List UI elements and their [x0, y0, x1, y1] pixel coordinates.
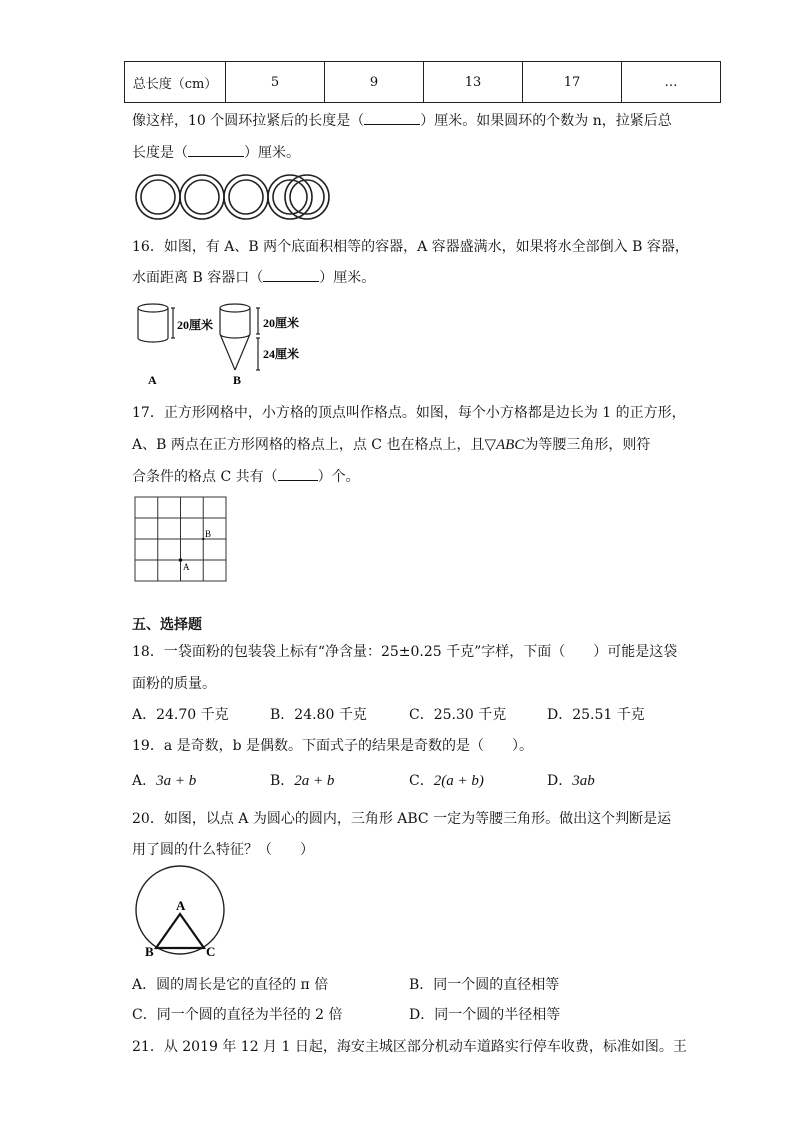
- length-table: [124, 61, 721, 103]
- option-letter: C．: [409, 773, 434, 789]
- q17-text-a: A、B 两点在正方形网格的格点上，点 C 也在格点上，且: [132, 437, 485, 453]
- answer-blank[interactable]: [188, 143, 244, 157]
- option-letter: B．: [270, 773, 295, 789]
- q18-line1: 18．一袋面粉的包装袋上标有“净含量：25±0.25 千克”字样，下面（ ）可能是这袋: [132, 644, 678, 660]
- triangle-symbol: ▽ABC: [484, 437, 525, 453]
- q19-option-b[interactable]: [270, 770, 334, 790]
- height-a-label: 20厘米: [177, 318, 214, 332]
- q19-line1: 19．a 是奇数，b 是偶数。下面式子的结果是奇数的是（ ）。: [132, 738, 534, 754]
- table-cell: …: [622, 62, 721, 103]
- q20-line2: 用了圆的什么特征？（ ）: [132, 842, 314, 858]
- circle-point-a-label: A: [176, 898, 186, 913]
- container-b-label: B: [233, 373, 242, 387]
- q16-text-a: 水面距离 B 容器口（: [132, 270, 264, 286]
- table-cell: 5: [226, 62, 325, 103]
- q18-option-b[interactable]: B．24.80 千克: [270, 707, 367, 723]
- table-cell: 13: [424, 62, 523, 103]
- q17-text-b: 为等腰三角形，则符: [524, 437, 651, 453]
- q19-option-d[interactable]: [547, 770, 595, 790]
- q20-option-a[interactable]: A．圆的周长是它的直径的 π 倍: [132, 977, 329, 993]
- q20-option-b[interactable]: B．同一个圆的直径相等: [409, 977, 560, 993]
- option-expr: 2(a + b): [433, 773, 484, 789]
- q15-text-d: ）厘米。: [244, 145, 300, 161]
- point-b-label: B: [205, 529, 212, 539]
- q18-option-c[interactable]: C．25.30 千克: [409, 707, 507, 723]
- q16-line2: [132, 267, 375, 287]
- q18-option-a[interactable]: A．24.70 千克: [132, 707, 229, 723]
- container-a-label: A: [148, 373, 157, 387]
- q20-option-c[interactable]: C．同一个圆的直径为半径的 2 倍: [132, 1007, 343, 1023]
- answer-blank[interactable]: [263, 268, 319, 282]
- q17-text-c: 合条件的格点 C 共有（: [132, 469, 278, 485]
- height-b-top-label: 20厘米: [263, 316, 300, 330]
- q17-text-d: ）个。: [317, 469, 360, 485]
- containers-figure: [128, 298, 328, 390]
- q20-option-d[interactable]: D．同一个圆的半径相等: [409, 1007, 561, 1023]
- q15-text-a: 像这样，10 个圆环拉紧后的长度是（: [132, 113, 365, 129]
- answer-blank[interactable]: [278, 467, 318, 481]
- point-a-label: A: [183, 562, 190, 572]
- q15-text-b: ）厘米。如果圆环的个数为 n，拉紧后总: [420, 113, 672, 129]
- option-letter: A．: [132, 773, 157, 789]
- answer-blank[interactable]: [364, 111, 420, 125]
- q17-line1: 17．正方形网格中，小方格的顶点叫作格点。如图，每个小方格都是边长为 1 的正方形，: [132, 405, 686, 421]
- q16-text-b: ）厘米。: [319, 270, 376, 286]
- rings-figure: [132, 172, 332, 222]
- option-expr: 2a + b: [294, 773, 335, 789]
- q19-option-c[interactable]: [409, 770, 484, 790]
- q17-line2: [132, 434, 650, 454]
- table-cell: 9: [325, 62, 424, 103]
- q18-option-d[interactable]: D．25.51 千克: [547, 707, 645, 723]
- q16-line1: 16．如图，有 A、B 两个底面积相等的容器，A 容器盛满水，如果将水全部倒入 B 容器，: [132, 239, 689, 255]
- q18-line2: 面粉的质量。: [132, 676, 216, 692]
- height-b-cone-label: 24厘米: [263, 347, 300, 361]
- option-expr: 3ab: [572, 773, 595, 789]
- q15-line2: [132, 142, 300, 162]
- q15-text-c: 长度是（: [132, 145, 188, 161]
- grid-figure: [134, 496, 230, 584]
- q20-line1: 20．如图，以点 A 为圆心的圆内，三角形 ABC 一定为等腰三角形。做出这个判断是运: [132, 811, 672, 827]
- q21-line1: 21．从 2019 年 12 月 1 日起，海安主城区部分机动车道路实行停车收费，标准如图。王: [132, 1039, 687, 1055]
- circle-point-b-label: B: [145, 944, 154, 959]
- table-row: [125, 62, 721, 103]
- q19-option-a[interactable]: [132, 770, 196, 790]
- table-header-cell: 总长度（cm）: [125, 62, 226, 103]
- circle-point-c-label: C: [206, 944, 216, 959]
- option-letter: D．: [547, 773, 573, 789]
- circle-figure: [130, 864, 230, 960]
- section-title: 五、选择题: [132, 617, 202, 633]
- q17-line3: [132, 466, 360, 486]
- table-cell: 17: [523, 62, 622, 103]
- option-expr: 3a + b: [156, 773, 197, 789]
- q15-line1: [132, 110, 672, 130]
